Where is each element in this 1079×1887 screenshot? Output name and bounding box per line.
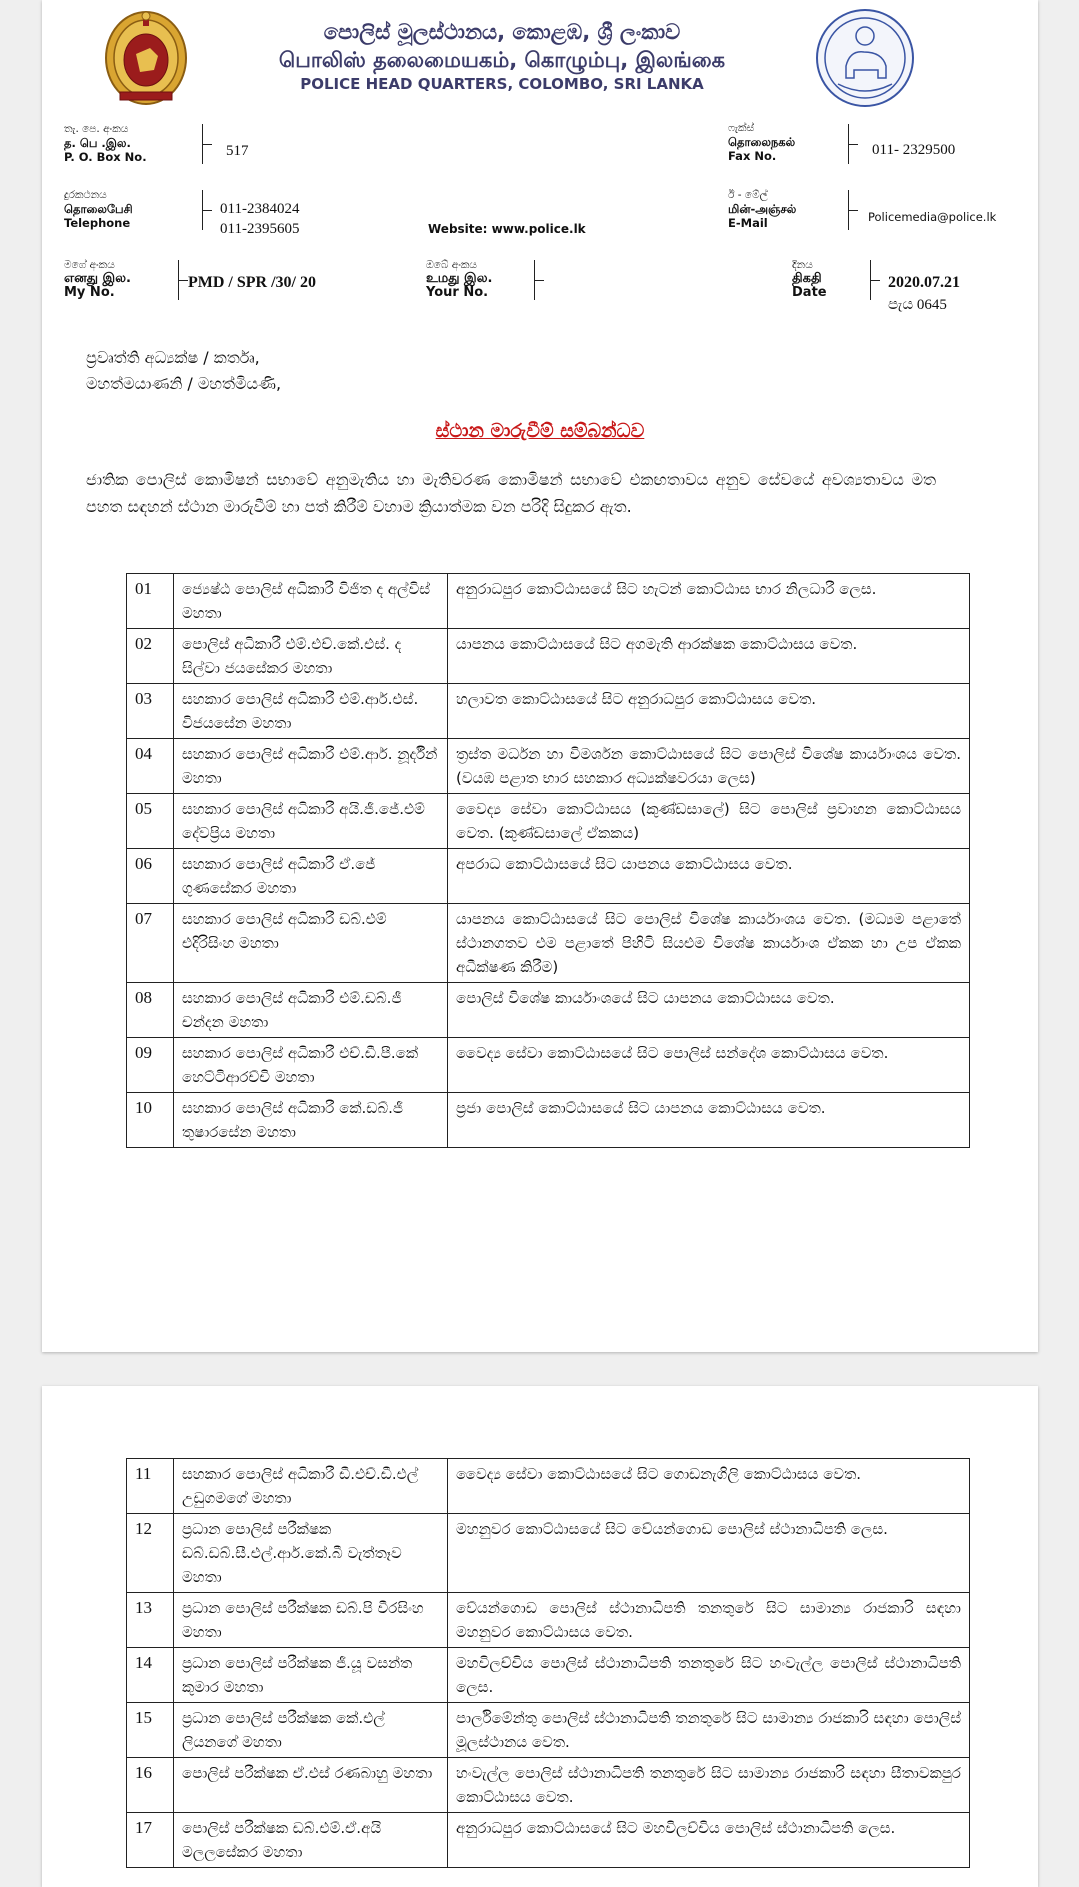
transfer-posting: පොලිස් විශේෂ කාර්යාංශයේ සිට යාපනය කොට්ඨාසය වෙත. (448, 983, 970, 1038)
table-row (127, 1514, 970, 1593)
table-row (127, 1093, 970, 1148)
row-number: 15 (127, 1703, 174, 1758)
table-row (127, 574, 970, 629)
table-row (127, 1038, 970, 1093)
row-number: 13 (127, 1593, 174, 1648)
table-row (127, 1593, 970, 1648)
row-number: 07 (127, 904, 174, 983)
my-no-brace (168, 260, 179, 300)
row-number: 10 (127, 1093, 174, 1148)
row-number: 09 (127, 1038, 174, 1093)
telephone-value-1: 011-2384024 (220, 201, 300, 217)
my-no-label: මගේ අංකය எனது இல. My No. (64, 259, 131, 300)
officer-name: පොලිස් පරීක්ෂක ඩබ්.එම්.ඒ.අයි මලලසේකර මහතා (174, 1813, 448, 1868)
transfer-posting: හංවැල්ල පොලිස් ස්ථානාධිපති තනතුරේ සිට සාමාන්‍ය රාජකාරි සඳහා සීතාවකපුර කොට්ඨාසය වෙත. (448, 1758, 970, 1813)
transfer-posting: වේයන්ගොඩ පොලිස් ස්ථානාධිපති තනතුරේ සිට සාමාන්‍ය රාජකාරි සඳහා මහනුවර කොට්ඨාසය වෙත. (448, 1593, 970, 1648)
table-row (127, 739, 970, 794)
row-number: 08 (127, 983, 174, 1038)
officer-name: පොලිස් පරීක්ෂක ඒ.එස් රණබාහු මහතා (174, 1758, 448, 1813)
transfers-table-page-1 (126, 573, 970, 1148)
officer-name: ප්‍රධාන පොලිස් පරීක්ෂක කේ.එල් ලියනගේ මහතා (174, 1703, 448, 1758)
table-row (127, 904, 970, 983)
row-number: 01 (127, 574, 174, 629)
po-box-brace (192, 124, 203, 164)
transfer-posting: මහවිලච්චිය පොලිස් ස්ථානාධිපති තනතුරේ සිට හංවැල්ල පොලිස් ස්ථානාධිපති ලෙස. (448, 1648, 970, 1703)
police-crest-icon (806, 6, 924, 110)
table-row (127, 629, 970, 684)
header-sinhala: පොලිස් මූලස්ථානය, කොළඹ, ශ්‍රී ලංකාව (323, 20, 681, 44)
row-number: 06 (127, 849, 174, 904)
officer-name: ප්‍රධාන පොලිස් පරීක්ෂක ජී.යූ වසන්ත කුමාර මහතා (174, 1648, 448, 1703)
your-no-label: ඔබේ අංකය உமது இல. Your No. (426, 259, 493, 300)
row-number: 11 (127, 1459, 174, 1514)
officer-name: සහකාර පොලිස් අධිකාරී එම්.ආර්. නූර්දීන් මහතා (174, 739, 448, 794)
officer-name: සහකාර පොලිස් අධිකාරී ඩී.එච්.ඩී.එල් උඩුගමගේ මහතා (174, 1459, 448, 1514)
table-row (127, 1459, 970, 1514)
telephone-brace (192, 190, 203, 230)
po-box-label: තැ. පෙ. අංකය த. பெ .இல. P. O. Box No. (64, 123, 147, 164)
email-brace (838, 190, 849, 230)
my-no-value: PMD / SPR /30/ 20 (188, 274, 316, 291)
officer-name: සහකාර පොලිස් අධිකාරී ඩබ්.එම් එදිරිසිංහ මහතා (174, 904, 448, 983)
salutation-line-1: ප්‍රවෘත්ති අධ්‍යක්ෂ / කර්තෘ, (86, 348, 260, 367)
table-row (127, 983, 970, 1038)
table-row (127, 1813, 970, 1868)
transfer-posting: වෛද්‍ය සේවා කොට්ඨාසයේ සිට පොලිස් සන්දේශ කොට්ඨාසය වෙත. (448, 1038, 970, 1093)
transfer-posting: අපරාධ කොට්ඨාසයේ සිට යාපනය කොට්ඨාසය වෙත. (448, 849, 970, 904)
email-label: ඊ - මේල් மின்-அஞ்சல் E-Mail (728, 189, 797, 230)
officer-name: ප්‍රධාන පොලිස් පරීක්ෂක ඩබ්.පි වීරසිංහ මහතා (174, 1593, 448, 1648)
officer-name: සහකාර පොලිස් අධිකාරී ඒ.ජේ ගුණසේකර මහතා (174, 849, 448, 904)
officer-name: ප්‍රධාන පොලිස් පරීක්ෂක ඩබ්.ඩබ්.සී.එල්.ආර්.කේ.බී වැත්තෑව මහතා (174, 1514, 448, 1593)
table-row (127, 794, 970, 849)
officer-name: සහකාර පොලිස් අධිකාරී එම්.ආර්.එස්. විජයසේන මහතා (174, 684, 448, 739)
date-brace (860, 260, 871, 300)
row-number: 16 (127, 1758, 174, 1813)
transfers-table-page-2 (126, 1458, 970, 1868)
row-number: 04 (127, 739, 174, 794)
row-number: 12 (127, 1514, 174, 1593)
row-number: 17 (127, 1813, 174, 1868)
letter-page-1 (42, 0, 1038, 1352)
email-value[interactable]: Policemedia@police.lk (868, 210, 997, 224)
transfer-posting: වෛද්‍ය සේවා කොට්ඨාසයේ සිට ගොඩනැගිලි කොට්ඨාසය වෙත. (448, 1459, 970, 1514)
fax-value: 011- 2329500 (872, 142, 956, 158)
officer-name: සහකාර පොලිස් අධිකාරී කේ.ඩබ්.ජී තුෂාරසේන මහතා (174, 1093, 448, 1148)
subject-heading: ස්ථාන මාරුවීම් සම්බන්ධව (435, 420, 645, 442)
transfer-posting: ත්‍රස්ත මර්ධන හා විමර්ශන කොට්ඨාසයේ සිට පොලිස් විශේෂ කාර්යාංශය වෙත. (වයඹ පළාත භාර සහකාර අධ්‍යක්ෂවරයා ලෙස) (448, 739, 970, 794)
header-tamil: பொலிஸ் தலைமையகம், கொழும்பு, இலங்கை (278, 48, 726, 72)
transfer-posting: ප්‍රජා පොලිස් කොට්ඨාසයේ සිට යාපනය කොට්ඨාසය වෙත. (448, 1093, 970, 1148)
transfer-posting: පාර්ලිමේන්තු පොලිස් ස්ථානාධිපති තනතුරේ සිට සාමාන්‍ය රාජකාරි සඳහා පොලිස් මූලස්ථානය වෙත. (448, 1703, 970, 1758)
table-row (127, 1703, 970, 1758)
website-link[interactable]: Website: www.police.lk (428, 222, 586, 236)
state-emblem-icon (100, 8, 192, 108)
date-label: දිනය திகதி Date (792, 259, 827, 300)
transfer-posting: හලාවත කොට්ඨාසයේ සිට අනුරාධපුර කොට්ඨාසය වෙත. (448, 684, 970, 739)
transfer-posting: යාපනය කොට්ඨාසයේ සිට අගමැති ආරක්ෂක කොට්ඨාසය වෙත. (448, 629, 970, 684)
transfer-posting: අනුරාධපුර කොට්ඨාසයේ සිට මහවිලච්චිය පොලිස් ස්ථානාධිපති ලෙස. (448, 1813, 970, 1868)
officer-name: සහකාර පොලිස් අධිකාරී අයි.ජී.ජේ.එම් දේවප්‍රිය මහතා (174, 794, 448, 849)
date-value: 2020.07.21 (888, 274, 960, 291)
table-row (127, 684, 970, 739)
table-row (127, 1758, 970, 1813)
time-value: පැය 0645 (888, 297, 947, 313)
table-row (127, 1648, 970, 1703)
table-row (127, 849, 970, 904)
officer-name: සහකාර පොලිස් අධිකාරී එච්.ඩී.පී.කේ හෙට්ටිආරච්චි මහතා (174, 1038, 448, 1093)
transfer-posting: වෛද්‍ය සේවා කොට්ඨාසය (කුණ්ඩසාලේ) සිට පොලිස් ප්‍රවාහන කොට්ඨාසය වෙත. (කුණ්ඩසාලේ ඒකකය) (448, 794, 970, 849)
telephone-label: දුරකථනය தொலைபேசி Telephone (64, 189, 133, 230)
salutation-line-2: මහත්මයාණනි / මහත්මියණි, (86, 374, 282, 393)
row-number: 02 (127, 629, 174, 684)
transfer-posting: අනුරාධපුර කොට්ඨාසයේ සිට හැටන් කොට්ඨාස භාර නිලධාරී ලෙස. (448, 574, 970, 629)
officer-name: පොලිස් අධිකාරී එම්.එච්.කේ.එස්. ද සිල්වා ජයසේකර මහතා (174, 629, 448, 684)
row-number: 14 (127, 1648, 174, 1703)
row-number: 03 (127, 684, 174, 739)
your-no-brace (524, 260, 535, 300)
fax-label: ෆැක්ස් தொலைநகல் Fax No. (728, 122, 796, 163)
telephone-value-2: 011-2395605 (220, 221, 300, 237)
po-box-value: 517 (226, 143, 249, 159)
intro-paragraph: ජාතික පොලිස් කොමිෂන් සභාවේ අනුමැතිය හා මැතිවරණ කොමිෂන් සභාවේ එකඟතාවය අනුව සේවයේ අවශ්‍යතාවය මත පහත සඳහන් ස්ථාන මාරුවීම් හා පත් කිරීම් වහාම ක්‍රියාත්මක වන පරිදි සිදුකර ඇත. (86, 470, 936, 516)
officer-name: ජ්‍යෙෂ්ඨ පොලිස් අධිකාරී විජිත ද අල්විස් මහතා (174, 574, 448, 629)
fax-brace (838, 124, 849, 164)
transfer-posting: යාපනය කොට්ඨාසයේ සිට පොලිස් විශේෂ කාර්යාංශය වෙත. (මධ්‍යම පළාතේ ස්ථානගතව එම පළාතේ පිහිටි සියළුම විශේෂ කාර්යාංශ ඒකක හා උප ඒකක අධීක්ෂණ කිරීම) (448, 904, 970, 983)
row-number: 05 (127, 794, 174, 849)
officer-name: සහකාර පොලිස් අධිකාරී එම්.ඩබ්.ජී චන්දන මහතා (174, 983, 448, 1038)
header-english: POLICE HEAD QUARTERS, COLOMBO, SRI LANKA (300, 75, 704, 93)
transfer-posting: මහනුවර කොට්ඨාසයේ සිට වේයන්ගොඩ පොලිස් ස්ථානාධිපති ලෙස. (448, 1514, 970, 1593)
letter-page-2 (42, 1386, 1038, 1887)
